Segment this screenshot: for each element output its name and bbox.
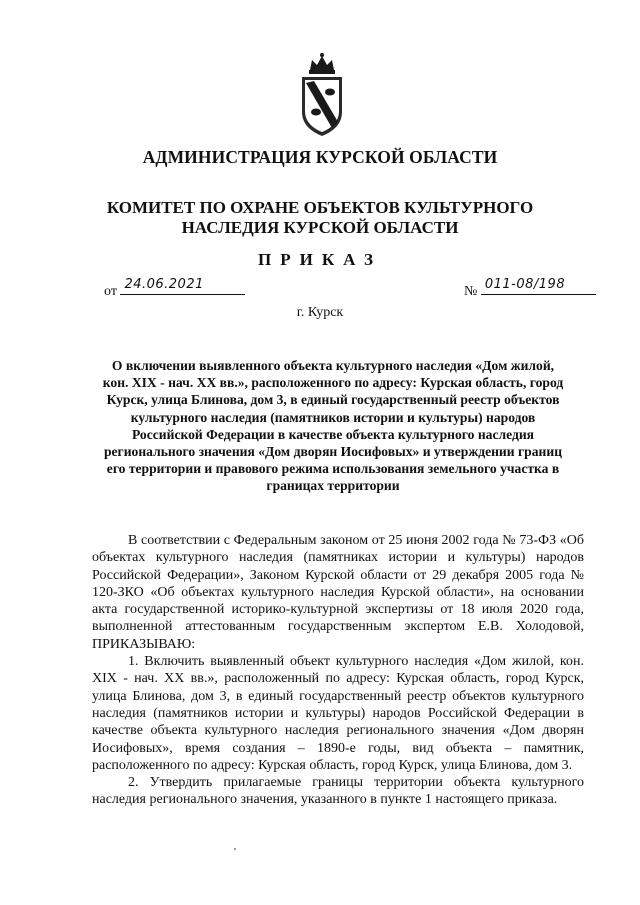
coat-of-arms-icon <box>296 50 348 138</box>
date-prefix: от <box>104 284 117 299</box>
date-line <box>120 277 245 295</box>
date-field <box>104 277 245 300</box>
order-subject: О включении выявленного объекта культурного наследия «Дом жилой, кон. XIX - нач. XX вв.», расположенного по адресу: Курская область, город Курск, улица Блинова, дом 3, в единый государственный реестр объектов культурного наследия (памятников истории и культуры) народов Российской Федерации в качестве объекта культурного наследия регионального значения «Дом дворян Иосифовых» и утверждении границ его территории и правового режима использования земельного участка в границах территории <box>102 358 564 494</box>
document-type: ПРИКАЗ <box>258 250 382 269</box>
item-2-paragraph: 2. Утвердить прилагаемые границы территории объекта культурного наследия регионального значения, указанного в пункте 1 настоящего приказа. <box>92 775 584 808</box>
committee-title: КОМИТЕТ ПО ОХРАНЕ ОБЪЕКТОВ КУЛЬТУРНОГО НАСЛЕДИЯ КУРСКОЙ ОБЛАСТИ <box>106 198 534 237</box>
number-line <box>481 277 596 295</box>
date-handwritten: 24.06.2021 <box>124 277 204 292</box>
number-field <box>464 277 596 300</box>
preamble-paragraph: В соответствии с Федеральным законом от 25 июня 2002 года № 73-ФЗ «Об объектах культурного наследия (памятниках истории и культуры) народов Российской Федерации», Законом Курской области от 29 декабря 2005 года № 120-ЗКО «Об объектах культурного наследия Курской области», на основании акта государственной историко-культурной экспертизы от 18 июля 2020 года, выполненной аттестованным государственным экспертом Е.В. Холодовой, ПРИКАЗЫВАЮ: <box>92 533 584 652</box>
number-handwritten: 011-08/198 <box>484 277 566 292</box>
organization-title: АДМИНИСТРАЦИЯ КУРСКОЙ ОБЛАСТИ <box>142 147 498 167</box>
number-prefix: № <box>464 284 478 299</box>
city-label: г. Курск <box>296 305 344 320</box>
order-body <box>92 532 584 809</box>
scan-speck <box>234 848 236 850</box>
item-1-paragraph: 1. Включить выявленный объект культурного наследия «Дом жилой, кон. XIX - нач. XX вв.», расположенный по адресу: Курская область, город Курск, улица Блинова, дом 3, в единый государственный реестр объектов культурного наследия (памятников истории и культуры) народов Российской Федерации в качестве объекта культурного наследия регионального значения «Дом дворян Иосифовых», время создания – 1890-е годы, вид объекта – памятник, расположенного по адресу: Курская область, город Курск, улица Блинова, дом 3. <box>92 654 584 773</box>
